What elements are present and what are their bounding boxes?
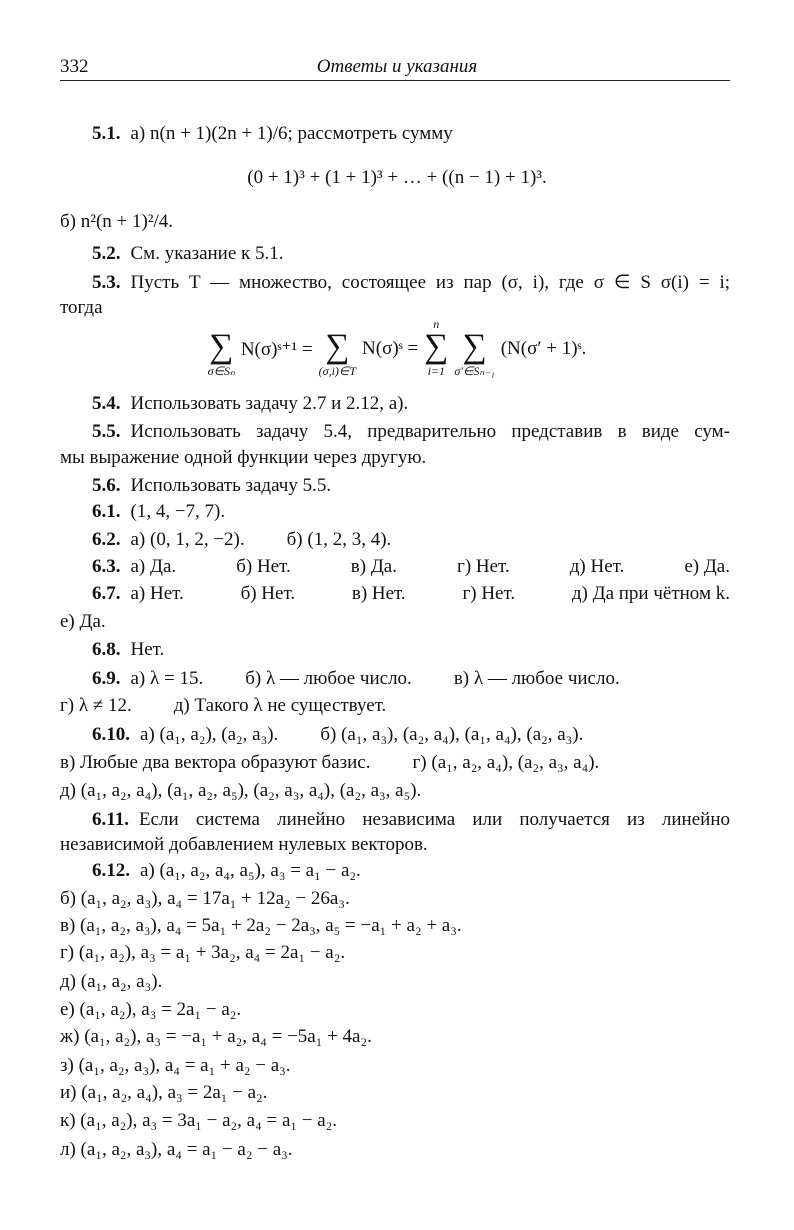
answer-line [60, 779, 421, 803]
answer-content [131, 123, 453, 144]
sum-operator [424, 318, 448, 378]
running-header-title: Ответы и указания [316, 56, 478, 77]
answer-part: а) λ = 15. [130, 668, 204, 689]
answer-content [60, 211, 173, 232]
answer-line [60, 833, 428, 857]
answer-part: ж) (a₁, a₂), a₃ = −a₁ + a₂, a₄ = −5a₁ + 4a₂. [60, 1026, 372, 1047]
answer-number: 6.8. [92, 639, 121, 660]
answer-part: е) (a₁, a₂), a₃ = 2a₁ − a₂. [60, 999, 242, 1020]
answer-number: 6.9. [92, 668, 121, 689]
answer-number: 6.3. [92, 556, 121, 577]
answer-part: б) n²(n + 1)²/4. [60, 211, 174, 232]
answer-part: б) Нет. [240, 583, 296, 604]
answer-content [60, 999, 241, 1020]
answer-line [60, 1081, 267, 1105]
answer-line [60, 446, 426, 470]
answer-content [131, 243, 284, 264]
sum-operator [319, 318, 356, 378]
answer-content [60, 888, 350, 909]
answer-content [131, 667, 620, 691]
answer-part: в) Да. [350, 556, 397, 577]
answer-line [60, 887, 350, 911]
answer-part: (0 + 1)³ + (1 + 1)³ + … + ((n − 1) + 1)³. [247, 167, 547, 188]
answer-part: б) (1, 2, 3, 4). [286, 529, 392, 550]
answer-number: 5.1. [92, 123, 121, 144]
answer-part: а) (0, 1, 2, −2). [130, 529, 245, 550]
answer-number: 5.4. [92, 393, 121, 414]
answer-line [92, 271, 730, 295]
answer-number: 5.2. [92, 243, 121, 264]
answer-content [60, 971, 162, 992]
answer-line [92, 474, 331, 498]
answer-line [60, 210, 173, 234]
answer-content [60, 1082, 267, 1103]
answer-line [92, 392, 408, 416]
answer-line [92, 528, 391, 552]
answer-line [92, 242, 284, 266]
answer-number: 6.12. [92, 860, 130, 881]
sum-lower-limit: σ′∈Sₙ₋₁ [454, 364, 495, 378]
answer-part: б) (a₁, a₃), (a₂, a₄), (a₁, a₄), (a₂, a₃). [320, 724, 584, 745]
answer-line [92, 500, 225, 524]
answer-content [60, 611, 106, 632]
answer-part: в) Любые два вектора образуют базис. [60, 752, 371, 773]
answer-part: д) (a₁, a₂, a₃). [60, 971, 163, 992]
sum-sign: ∑ [325, 328, 350, 365]
answer-line [92, 420, 730, 444]
answer-part: г) (a₁, a₂, a₄), (a₂, a₃, a₄). [412, 752, 600, 773]
answer-content [139, 808, 730, 832]
answer-line [92, 122, 453, 146]
answer-number: 5.6. [92, 475, 121, 496]
answer-content [60, 751, 599, 775]
answer-line [0, 166, 794, 190]
answer-part: (1, 4, −7, 7). [130, 501, 226, 522]
sum-sign: ∑ [462, 328, 487, 365]
answer-part: в) λ — любое число. [453, 668, 620, 689]
answer-line [60, 751, 599, 775]
answer-content [60, 780, 421, 801]
answer-content [60, 834, 428, 855]
answer-content [60, 447, 426, 468]
answer-line [60, 941, 345, 965]
answer-part: г) Нет. [457, 556, 510, 577]
answer-line [92, 555, 730, 579]
answer-number: 6.11. [92, 809, 129, 830]
answer-line [60, 694, 386, 718]
answer-part: б) λ — любое число. [245, 668, 412, 689]
answer-part: мы выражение одной функции через другую. [60, 447, 427, 468]
answer-part: д) Такого λ не существует. [173, 695, 387, 716]
answer-content [131, 639, 165, 660]
header-rule [60, 80, 730, 81]
answer-part: См. указание к 5.1. [130, 243, 284, 264]
answer-part: а) Нет. [130, 583, 184, 604]
answer-part: Если система линейно независима или получается из линейно [138, 809, 730, 830]
sum-upper-limit: n [433, 317, 440, 331]
formula-term: N(σ)ˢ = [362, 338, 419, 359]
answer-part: л) (a₁, a₂, a₃), a₄ = a₁ − a₂ − a₃. [60, 1139, 293, 1160]
answer-content [247, 167, 546, 188]
answer-part: и) (a₁, a₂, a₄), a₃ = 2a₁ − a₂. [60, 1082, 268, 1103]
answer-line [60, 610, 106, 634]
answer-line [92, 667, 620, 691]
formula-term: N(σ)ˢ⁺¹ = [240, 339, 313, 360]
sum-sign: ∑ [424, 328, 449, 365]
answer-part: в) (a₁, a₂, a₃), a₄ = 5a₁ + 2a₂ − 2a₃, a₅ = −a₁ + a₂ + a₃. [60, 915, 462, 936]
answer-number: 6.7. [92, 583, 121, 604]
answer-content [131, 555, 731, 579]
answer-part: б) Нет. [236, 556, 291, 577]
answer-line [92, 808, 730, 832]
answer-part: к) (a₁, a₂), a₃ = 3a₁ − a₂, a₄ = a₁ − a₂. [60, 1110, 338, 1131]
answer-part: г) λ ≠ 12. [60, 695, 132, 716]
answer-content [60, 694, 386, 718]
answer-number: 6.1. [92, 501, 121, 522]
answer-line [92, 859, 361, 883]
answer-line [60, 1138, 293, 1162]
answer-line [60, 1109, 337, 1133]
answer-part: в) Нет. [351, 583, 406, 604]
answer-line [92, 638, 164, 662]
answer-content [131, 501, 226, 522]
answer-number: 5.3. [92, 272, 121, 293]
answer-content [131, 393, 409, 414]
answer-line [92, 582, 730, 606]
answer-content [131, 528, 392, 552]
sum-lower-limit: σ∈Sₙ [207, 364, 235, 378]
answer-part: е) Да. [60, 611, 106, 632]
answer-line [60, 970, 162, 994]
answer-part: д) Да при чётном k. [571, 583, 730, 604]
answer-content [131, 582, 731, 606]
answer-content [131, 271, 731, 295]
sum-operator [454, 318, 494, 378]
answer-part: Пусть T — множество, состоящее из пар (σ, i), где σ ∈ S σ(i) = i; [130, 272, 730, 293]
answer-content [140, 860, 361, 881]
answer-content [60, 1055, 291, 1076]
answer-line [60, 998, 241, 1022]
answer-part: независимой добавлением нулевых векторов. [60, 834, 428, 855]
answer-part: а) (a₁, a₂, a₄, a₅), a₃ = a₁ − a₂. [140, 860, 361, 881]
answer-part: а) n(n + 1)(2n + 1)/6; рассмотреть сумму [130, 123, 453, 144]
answer-content [131, 475, 332, 496]
answer-line [60, 1054, 291, 1078]
answer-part: е) Да. [684, 556, 730, 577]
answer-part: д) (a₁, a₂, a₄), (a₁, a₂, a₅), (a₂, a₃, a₄), (a₂, a₃, a₅). [60, 780, 422, 801]
sum-lower-limit: (σ,i)∈T [318, 364, 357, 378]
answer-line [60, 1025, 372, 1049]
sum-formula [0, 318, 794, 378]
answer-part: б) (a₁, a₂, a₃), a₄ = 17a₁ + 12a₂ − 26a₃. [60, 888, 350, 909]
answer-number: 6.2. [92, 529, 121, 550]
answer-line [92, 723, 583, 747]
answer-part: з) (a₁, a₂, a₃), a₄ = a₁ + a₂ − a₃. [60, 1055, 291, 1076]
answer-line [60, 914, 462, 938]
sum-lower-limit: i=1 [427, 364, 446, 378]
answer-content [60, 297, 103, 318]
answer-part: Использовать задачу 5.4, предварительно представив в виде сум- [130, 421, 730, 442]
answer-part: Нет. [130, 639, 165, 660]
answer-part: д) Нет. [569, 556, 625, 577]
answer-number: 5.5. [92, 421, 121, 442]
answer-part: а) (a₁, a₂), (a₂, a₃). [140, 724, 279, 745]
answer-line [60, 296, 103, 320]
answer-part: тогда [60, 297, 103, 318]
answer-content [131, 420, 731, 444]
answer-content [140, 723, 583, 747]
formula-term: (N(σ′ + 1)ˢ. [500, 338, 587, 359]
answer-content [60, 915, 462, 936]
sum-sign: ∑ [209, 328, 234, 365]
answer-content [60, 942, 345, 963]
answer-content [60, 1026, 372, 1047]
answer-content [60, 1139, 293, 1160]
answer-part: г) (a₁, a₂), a₃ = a₁ + 3a₂, a₄ = 2a₁ − a₂. [60, 942, 346, 963]
answer-part: г) Нет. [462, 583, 516, 604]
answer-number: 6.10. [92, 724, 130, 745]
sum-operator [208, 318, 235, 378]
answer-part: Использовать задачу 2.7 и 2.12, а). [130, 393, 409, 414]
page-number: 332 [60, 56, 89, 77]
answer-part: а) Да. [130, 556, 177, 577]
answer-content [60, 1110, 337, 1131]
answer-part: Использовать задачу 5.5. [130, 475, 332, 496]
